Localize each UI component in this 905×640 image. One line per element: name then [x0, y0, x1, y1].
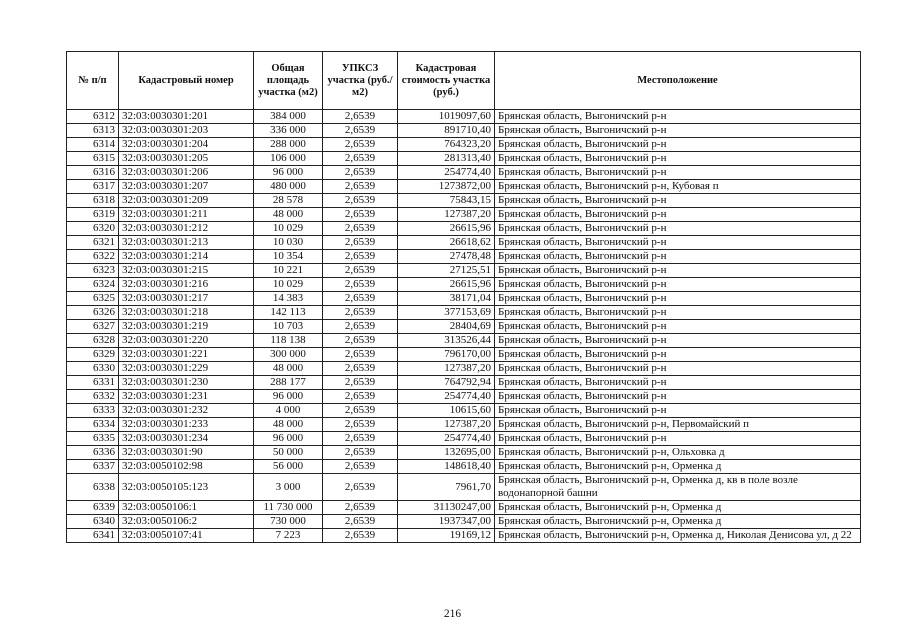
cell-area: 118 138 — [254, 334, 323, 348]
cell-number: 6324 — [67, 278, 119, 292]
table-row — [67, 292, 861, 306]
cell-cadastral-number: 32:03:0030301:220 — [119, 334, 254, 348]
cell-location: Брянская область, Выгоничский р-н — [495, 250, 861, 264]
cell-cadastral-number: 32:03:0030301:232 — [119, 404, 254, 418]
cell-rate: 2,6539 — [323, 529, 398, 543]
cell-location: Брянская область, Выгоничский р-н, Ольховка д — [495, 446, 861, 460]
cell-area: 142 113 — [254, 306, 323, 320]
table-row — [67, 278, 861, 292]
header-num: № п/п — [67, 52, 119, 110]
cell-area: 56 000 — [254, 460, 323, 474]
table-row — [67, 208, 861, 222]
cell-cadastral-number: 32:03:0030301:203 — [119, 124, 254, 138]
cell-cadastral-number: 32:03:0030301:205 — [119, 152, 254, 166]
cell-cadastral-number: 32:03:0030301:233 — [119, 418, 254, 432]
cell-location: Брянская область, Выгоничский р-н — [495, 194, 861, 208]
cell-cost: 28404,69 — [398, 320, 495, 334]
cell-area: 96 000 — [254, 432, 323, 446]
cell-rate: 2,6539 — [323, 306, 398, 320]
cell-rate: 2,6539 — [323, 180, 398, 194]
cell-cadastral-number: 32:03:0050102:98 — [119, 460, 254, 474]
cell-rate: 2,6539 — [323, 110, 398, 124]
cell-cost: 796170,00 — [398, 348, 495, 362]
cell-number: 6312 — [67, 110, 119, 124]
cell-cadastral-number: 32:03:0030301:219 — [119, 320, 254, 334]
cell-rate: 2,6539 — [323, 236, 398, 250]
cell-number: 6313 — [67, 124, 119, 138]
table-row — [67, 236, 861, 250]
table-row — [67, 474, 861, 501]
cell-cost: 26615,96 — [398, 222, 495, 236]
table-row — [67, 306, 861, 320]
table-row — [67, 515, 861, 529]
cell-cost: 7961,70 — [398, 474, 495, 501]
table-row — [67, 180, 861, 194]
cell-area: 730 000 — [254, 515, 323, 529]
cell-cost: 764323,20 — [398, 138, 495, 152]
cell-number: 6315 — [67, 152, 119, 166]
cell-area: 10 029 — [254, 222, 323, 236]
cell-area: 50 000 — [254, 446, 323, 460]
cell-number: 6330 — [67, 362, 119, 376]
cell-cadastral-number: 32:03:0030301:212 — [119, 222, 254, 236]
cell-rate: 2,6539 — [323, 446, 398, 460]
cell-rate: 2,6539 — [323, 222, 398, 236]
cell-area: 14 383 — [254, 292, 323, 306]
cell-cost: 254774,40 — [398, 166, 495, 180]
cell-cost: 281313,40 — [398, 152, 495, 166]
cell-rate: 2,6539 — [323, 208, 398, 222]
table-row — [67, 124, 861, 138]
cell-cadastral-number: 32:03:0030301:230 — [119, 376, 254, 390]
cell-rate: 2,6539 — [323, 334, 398, 348]
cadastral-table — [66, 51, 861, 543]
cell-number: 6316 — [67, 166, 119, 180]
cell-cost: 148618,40 — [398, 460, 495, 474]
cell-cadastral-number: 32:03:0030301:213 — [119, 236, 254, 250]
cell-number: 6338 — [67, 474, 119, 501]
cell-rate: 2,6539 — [323, 501, 398, 515]
cell-cost: 377153,69 — [398, 306, 495, 320]
cell-rate: 2,6539 — [323, 320, 398, 334]
cell-location: Брянская область, Выгоничский р-н, Орменка д — [495, 501, 861, 515]
cell-cadastral-number: 32:03:0030301:204 — [119, 138, 254, 152]
cell-area: 28 578 — [254, 194, 323, 208]
cell-number: 6326 — [67, 306, 119, 320]
cell-rate: 2,6539 — [323, 250, 398, 264]
cell-location: Брянская область, Выгоничский р-н — [495, 152, 861, 166]
cell-cadastral-number: 32:03:0030301:216 — [119, 278, 254, 292]
cell-area: 288 000 — [254, 138, 323, 152]
cell-area: 480 000 — [254, 180, 323, 194]
cell-number: 6331 — [67, 376, 119, 390]
cell-cost: 1019097,60 — [398, 110, 495, 124]
cell-cadastral-number: 32:03:0030301:211 — [119, 208, 254, 222]
cell-area: 384 000 — [254, 110, 323, 124]
table-row — [67, 138, 861, 152]
header-location: Местоположение — [495, 52, 861, 110]
cell-cadastral-number: 32:03:0030301:209 — [119, 194, 254, 208]
cell-cost: 27478,48 — [398, 250, 495, 264]
cell-rate: 2,6539 — [323, 515, 398, 529]
table-header-row — [67, 52, 861, 110]
table-row — [67, 501, 861, 515]
cell-cadastral-number: 32:03:0030301:218 — [119, 306, 254, 320]
table-row — [67, 362, 861, 376]
cell-cost: 38171,04 — [398, 292, 495, 306]
cell-rate: 2,6539 — [323, 460, 398, 474]
cell-area: 48 000 — [254, 208, 323, 222]
header-cost: Кадастровая стоимость участка (руб.) — [398, 52, 495, 110]
cell-cost: 27125,51 — [398, 264, 495, 278]
cell-cadastral-number: 32:03:0030301:207 — [119, 180, 254, 194]
cell-area: 48 000 — [254, 362, 323, 376]
cell-location: Брянская область, Выгоничский р-н — [495, 110, 861, 124]
cell-cadastral-number: 32:03:0050107:41 — [119, 529, 254, 543]
cell-location: Брянская область, Выгоничский р-н — [495, 432, 861, 446]
cell-number: 6321 — [67, 236, 119, 250]
cell-number: 6341 — [67, 529, 119, 543]
cell-number: 6327 — [67, 320, 119, 334]
cell-cost: 19169,12 — [398, 529, 495, 543]
cell-location: Брянская область, Выгоничский р-н — [495, 166, 861, 180]
cell-location: Брянская область, Выгоничский р-н — [495, 292, 861, 306]
table-row — [67, 334, 861, 348]
page-number: 216 — [443, 608, 462, 620]
cell-area: 300 000 — [254, 348, 323, 362]
table-body — [67, 110, 861, 543]
cell-number: 6335 — [67, 432, 119, 446]
cell-location: Брянская область, Выгоничский р-н, Орменка д, Николая Денисова ул, д 22 — [495, 529, 861, 543]
table-row — [67, 348, 861, 362]
cell-cost: 26618,62 — [398, 236, 495, 250]
cell-cadastral-number: 32:03:0050106:1 — [119, 501, 254, 515]
cell-location: Брянская область, Выгоничский р-н — [495, 236, 861, 250]
cell-cadastral-number: 32:03:0030301:234 — [119, 432, 254, 446]
cell-number: 6325 — [67, 292, 119, 306]
table-row — [67, 250, 861, 264]
cell-location: Брянская область, Выгоничский р-н — [495, 376, 861, 390]
cell-area: 4 000 — [254, 404, 323, 418]
cell-area: 336 000 — [254, 124, 323, 138]
cell-number: 6319 — [67, 208, 119, 222]
cell-number: 6333 — [67, 404, 119, 418]
cell-rate: 2,6539 — [323, 152, 398, 166]
cell-cost: 10615,60 — [398, 404, 495, 418]
cell-location: Брянская область, Выгоничский р-н — [495, 222, 861, 236]
table-row — [67, 264, 861, 278]
cell-cadastral-number: 32:03:0030301:215 — [119, 264, 254, 278]
cell-rate: 2,6539 — [323, 404, 398, 418]
cell-cost: 1937347,00 — [398, 515, 495, 529]
cell-rate: 2,6539 — [323, 348, 398, 362]
table-row — [67, 222, 861, 236]
cell-cadastral-number: 32:03:0030301:90 — [119, 446, 254, 460]
table-row — [67, 152, 861, 166]
cell-cost: 127387,20 — [398, 208, 495, 222]
table-row — [67, 166, 861, 180]
cell-rate: 2,6539 — [323, 362, 398, 376]
cell-location: Брянская область, Выгоничский р-н, Кубовая п — [495, 180, 861, 194]
cell-cost: 132695,00 — [398, 446, 495, 460]
cell-area: 7 223 — [254, 529, 323, 543]
cell-number: 6320 — [67, 222, 119, 236]
cell-location: Брянская область, Выгоничский р-н — [495, 320, 861, 334]
cell-number: 6336 — [67, 446, 119, 460]
cell-cadastral-number: 32:03:0030301:214 — [119, 250, 254, 264]
cell-number: 6339 — [67, 501, 119, 515]
cell-cost: 254774,40 — [398, 390, 495, 404]
cell-cadastral-number: 32:03:0030301:229 — [119, 362, 254, 376]
cell-cost: 75843,15 — [398, 194, 495, 208]
cell-location: Брянская область, Выгоничский р-н — [495, 138, 861, 152]
table-row — [67, 460, 861, 474]
cell-location: Брянская область, Выгоничский р-н — [495, 264, 861, 278]
cell-cost: 1273872,00 — [398, 180, 495, 194]
cell-rate: 2,6539 — [323, 138, 398, 152]
table-row — [67, 529, 861, 543]
cell-cost: 26615,96 — [398, 278, 495, 292]
cell-cadastral-number: 32:03:0030301:206 — [119, 166, 254, 180]
cell-number: 6337 — [67, 460, 119, 474]
cell-location: Брянская область, Выгоничский р-н — [495, 208, 861, 222]
cell-cadastral-number: 32:03:0030301:201 — [119, 110, 254, 124]
cell-rate: 2,6539 — [323, 474, 398, 501]
cell-cost: 31130247,00 — [398, 501, 495, 515]
cell-number: 6332 — [67, 390, 119, 404]
cell-number: 6317 — [67, 180, 119, 194]
cell-cadastral-number: 32:03:0030301:231 — [119, 390, 254, 404]
cell-area: 10 029 — [254, 278, 323, 292]
header-area: Общая площадь участка (м2) — [254, 52, 323, 110]
cell-rate: 2,6539 — [323, 390, 398, 404]
cell-area: 11 730 000 — [254, 501, 323, 515]
header-rate: УПКСЗ участка (руб./м2) — [323, 52, 398, 110]
cell-cost: 127387,20 — [398, 418, 495, 432]
cell-cost: 127387,20 — [398, 362, 495, 376]
cell-rate: 2,6539 — [323, 124, 398, 138]
cell-cost: 891710,40 — [398, 124, 495, 138]
cell-area: 48 000 — [254, 418, 323, 432]
cell-area: 96 000 — [254, 166, 323, 180]
cell-number: 6334 — [67, 418, 119, 432]
cell-area: 10 703 — [254, 320, 323, 334]
cell-rate: 2,6539 — [323, 418, 398, 432]
cell-location: Брянская область, Выгоничский р-н — [495, 124, 861, 138]
cell-number: 6323 — [67, 264, 119, 278]
cell-location: Брянская область, Выгоничский р-н — [495, 306, 861, 320]
cell-rate: 2,6539 — [323, 432, 398, 446]
cell-area: 106 000 — [254, 152, 323, 166]
table-row — [67, 418, 861, 432]
cell-area: 3 000 — [254, 474, 323, 501]
cell-rate: 2,6539 — [323, 278, 398, 292]
cell-area: 10 354 — [254, 250, 323, 264]
cell-cadastral-number: 32:03:0050106:2 — [119, 515, 254, 529]
cell-area: 10 030 — [254, 236, 323, 250]
cell-cadastral-number: 32:03:0030301:221 — [119, 348, 254, 362]
cell-location: Брянская область, Выгоничский р-н — [495, 334, 861, 348]
cell-number: 6322 — [67, 250, 119, 264]
cell-number: 6340 — [67, 515, 119, 529]
table-row — [67, 194, 861, 208]
cell-rate: 2,6539 — [323, 264, 398, 278]
cell-location: Брянская область, Выгоничский р-н — [495, 362, 861, 376]
table-row — [67, 404, 861, 418]
cell-cost: 254774,40 — [398, 432, 495, 446]
cell-cadastral-number: 32:03:0030301:217 — [119, 292, 254, 306]
table-row — [67, 376, 861, 390]
cell-number: 6314 — [67, 138, 119, 152]
cell-area: 96 000 — [254, 390, 323, 404]
cell-rate: 2,6539 — [323, 292, 398, 306]
cell-location: Брянская область, Выгоничский р-н, Орменка д — [495, 460, 861, 474]
cell-location: Брянская область, Выгоничский р-н — [495, 348, 861, 362]
table-row — [67, 446, 861, 460]
cell-cost: 313526,44 — [398, 334, 495, 348]
cell-rate: 2,6539 — [323, 166, 398, 180]
cell-number: 6329 — [67, 348, 119, 362]
table-row — [67, 320, 861, 334]
cell-location: Брянская область, Выгоничский р-н, Орменка д — [495, 515, 861, 529]
cell-cadastral-number: 32:03:0050105:123 — [119, 474, 254, 501]
cell-cost: 764792,94 — [398, 376, 495, 390]
cell-location: Брянская область, Выгоничский р-н, Первомайский п — [495, 418, 861, 432]
cell-location: Брянская область, Выгоничский р-н — [495, 390, 861, 404]
header-cadastral-number: Кадастровый номер — [119, 52, 254, 110]
table-row — [67, 432, 861, 446]
table-row — [67, 110, 861, 124]
cell-location: Брянская область, Выгоничский р-н, Орменка д, кв в поле возле водонапорной башни — [495, 474, 861, 501]
cell-area: 10 221 — [254, 264, 323, 278]
cell-area: 288 177 — [254, 376, 323, 390]
cell-rate: 2,6539 — [323, 376, 398, 390]
cell-location: Брянская область, Выгоничский р-н — [495, 404, 861, 418]
cell-number: 6318 — [67, 194, 119, 208]
cell-location: Брянская область, Выгоничский р-н — [495, 278, 861, 292]
table-row — [67, 390, 861, 404]
cell-number: 6328 — [67, 334, 119, 348]
cell-rate: 2,6539 — [323, 194, 398, 208]
